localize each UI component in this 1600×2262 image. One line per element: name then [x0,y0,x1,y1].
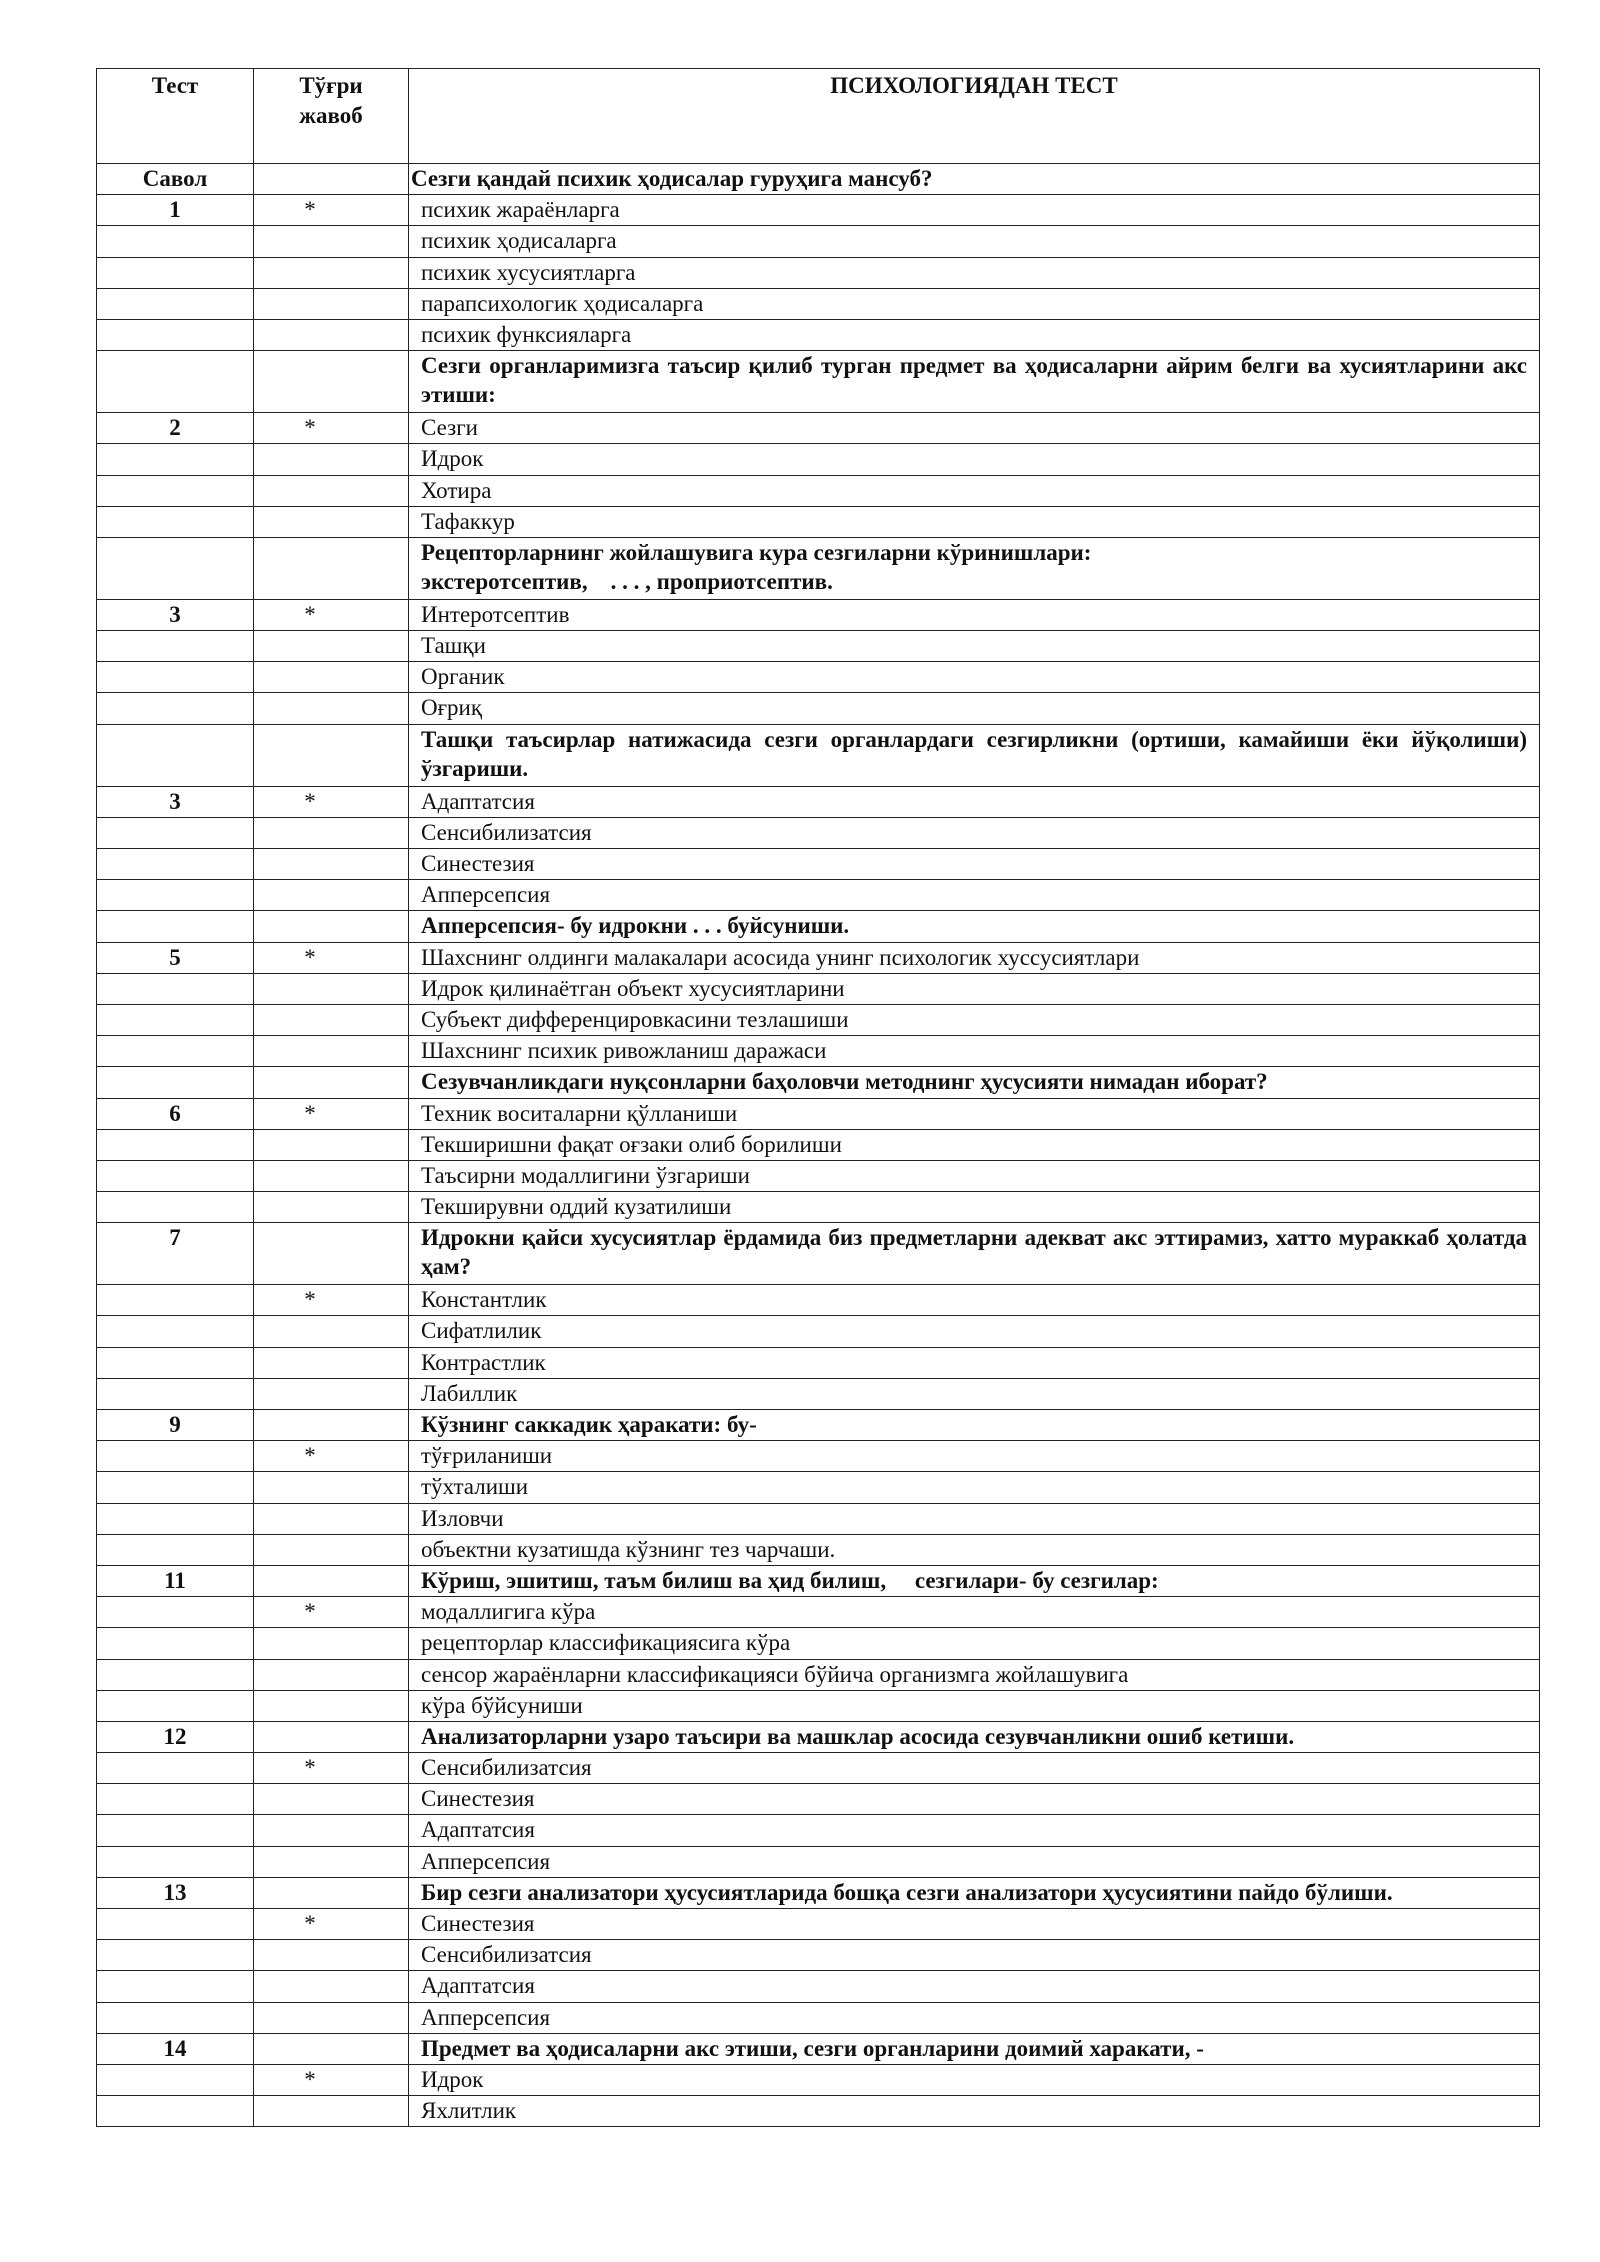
answer-row [97,319,1540,350]
answer-option-text: Изловчи [409,1503,1540,1534]
test-number-cell [97,1815,254,1846]
answer-row [97,631,1540,662]
answer-option-text: Синестезия [409,1784,1540,1815]
test-number-cell [97,1129,254,1160]
answer-row [97,1378,1540,1409]
correct-mark-cell [254,599,409,630]
test-number-cell [97,288,254,319]
correct-mark-cell [254,1441,409,1472]
answer-option-text: Апперсепсия [409,2002,1540,2033]
correct-mark-cell [254,537,409,599]
test-number-cell: 6 [97,1098,254,1129]
answer-row [97,1098,1540,1129]
answer-row [97,973,1540,1004]
correct-mark-cell [254,1784,409,1815]
answer-option-text: Константлик [409,1285,1540,1316]
answer-row [97,475,1540,506]
test-number-cell [97,351,254,413]
test-number-cell: 14 [97,2033,254,2064]
test-number-cell [97,693,254,724]
answer-option-text: объектни кузатишда кўзнинг тез чарчаши. [409,1534,1540,1565]
test-number-cell [97,724,254,786]
answer-row [97,1690,1540,1721]
answer-row [97,1347,1540,1378]
answer-row [97,1909,1540,1940]
test-number-cell [97,2064,254,2095]
quiz-table-body [97,69,1540,2127]
answer-option-text: Интеротсептив [409,599,1540,630]
test-number-cell [97,1659,254,1690]
answer-option-text: Шахснинг олдинги малакалари асосида унинг психологик хуссусиятлари [409,942,1540,973]
question-row [97,351,1540,413]
question-row [97,724,1540,786]
correct-mark-cell [254,1067,409,1098]
answer-row [97,1784,1540,1815]
answer-row [97,1004,1540,1035]
correct-answer-mark: * [304,1599,316,1625]
answer-option-text: психик жараёнларга [409,195,1540,226]
answer-row [97,1659,1540,1690]
test-number-cell [97,1036,254,1067]
test-number-cell: 3 [97,599,254,630]
answer-option-text: Таъсирни модаллигини ўзгариши [409,1160,1540,1191]
correct-mark-cell [254,1316,409,1347]
question-row [97,1223,1540,1285]
correct-mark-cell [254,693,409,724]
correct-mark-cell [254,164,409,195]
answer-option-text: психик ҳодисаларга [409,226,1540,257]
test-number-cell: 5 [97,942,254,973]
answer-row [97,2064,1540,2095]
correct-mark-cell [254,475,409,506]
correct-mark-cell [254,226,409,257]
answer-option-text: Субъект дифференцировкасини тезлашиши [409,1004,1540,1035]
test-number-cell [97,2096,254,2127]
answer-option-text: Идрок қилинаётган объект хусусиятларини [409,973,1540,1004]
correct-answer-mark: * [304,1287,316,1313]
answer-option-text: Текширишни фақат оғзаки олиб борилиши [409,1129,1540,1160]
question-row [97,164,1540,195]
correct-mark-cell [254,973,409,1004]
test-number-cell: 2 [97,413,254,444]
correct-mark-cell [254,1971,409,2002]
correct-mark-cell [254,1846,409,1877]
correct-mark-cell [254,1285,409,1316]
answer-option-text: тўғриланиши [409,1441,1540,1472]
test-number-cell: 9 [97,1410,254,1441]
correct-mark-cell [254,724,409,786]
test-number-cell [97,1690,254,1721]
answer-row [97,817,1540,848]
correct-mark-cell [254,1129,409,1160]
answer-option-text: Тафаккур [409,506,1540,537]
correct-answer-mark: * [304,1911,316,1936]
question-text: Кўзнинг саккадик ҳаракати: бу- [409,1410,1540,1441]
correct-answer-mark: * [304,415,316,441]
correct-mark-cell [254,2033,409,2064]
test-number-cell [97,1597,254,1628]
test-number-cell [97,1067,254,1098]
test-number-cell [97,1534,254,1565]
correct-answer-mark: * [304,1443,316,1469]
answer-row [97,1285,1540,1316]
answer-row [97,786,1540,817]
answer-row [97,288,1540,319]
answer-row [97,1160,1540,1191]
test-number-cell [97,1909,254,1940]
correct-mark-cell [254,1223,409,1285]
correct-mark-cell [254,849,409,880]
header-correct-answer-label: Тўғри жавоб [254,69,409,164]
test-number-cell [97,2002,254,2033]
answer-row [97,1597,1540,1628]
answer-option-text: Синестезия [409,849,1540,880]
question-text: Сезги органларимизга таъсир қилиб турган предмет ва ҳодисаларни айрим белги ва хусиятларини акс этиши: [409,351,1540,413]
test-number-cell [97,1004,254,1035]
correct-mark-cell [254,1410,409,1441]
answer-option-text: рецепторлар классификациясига кўра [409,1628,1540,1659]
correct-answer-mark: * [304,944,316,970]
correct-mark-cell [254,1815,409,1846]
test-number-cell [97,1628,254,1659]
answer-row [97,1472,1540,1503]
header-test-label: Тест [97,69,254,164]
answer-row [97,1940,1540,1971]
quiz-table [96,68,1540,2127]
answer-row [97,1503,1540,1534]
correct-mark-cell [254,1098,409,1129]
answer-option-text: Идрок [409,444,1540,475]
correct-mark-cell [254,2064,409,2095]
question-row [97,1877,1540,1908]
answer-option-text: Адаптатсия [409,1815,1540,1846]
correct-mark-cell [254,911,409,942]
answer-row [97,413,1540,444]
test-number-cell [97,226,254,257]
correct-mark-cell [254,2002,409,2033]
answer-row [97,2096,1540,2127]
test-number-cell: Савол [97,164,254,195]
answer-option-text: Органик [409,662,1540,693]
correct-mark-cell [254,1004,409,1035]
answer-row [97,1815,1540,1846]
correct-answer-mark: * [304,601,316,627]
test-number-cell [97,1472,254,1503]
correct-mark-cell [254,662,409,693]
correct-mark-cell [254,1036,409,1067]
answer-option-text: Сифатлилик [409,1316,1540,1347]
correct-answer-mark: * [304,2066,316,2092]
test-number-cell [97,1846,254,1877]
answer-row [97,1441,1540,1472]
answer-row [97,226,1540,257]
answer-option-text: Хотира [409,475,1540,506]
correct-mark-cell [254,631,409,662]
correct-mark-cell [254,1628,409,1659]
correct-mark-cell [254,1160,409,1191]
question-text: Апперсепсия- бу идрокни . . . буйсуниши. [409,911,1540,942]
question-row [97,1565,1540,1596]
question-row [97,1067,1540,1098]
test-number-cell [97,631,254,662]
answer-row [97,1192,1540,1223]
correct-answer-mark: * [304,197,316,223]
question-row [97,2033,1540,2064]
correct-mark-cell [254,1565,409,1596]
answer-row [97,506,1540,537]
answer-row [97,1971,1540,2002]
table-header-row [97,69,1540,164]
test-number-cell [97,911,254,942]
question-row [97,1410,1540,1441]
question-text: Сезувчанликдаги нуқсонларни баҳоловчи методнинг ҳусусияти нимадан иборат? [409,1067,1540,1098]
correct-mark-cell [254,288,409,319]
question-text: Кўриш, эшитиш, таъм билиш ва ҳид билиш, сезгилари- бу сезгилар: [409,1565,1540,1596]
answer-row [97,599,1540,630]
question-row [97,1721,1540,1752]
answer-option-text: Техник воситаларни қўлланиши [409,1098,1540,1129]
answer-option-text: Сезги [409,413,1540,444]
answer-option-text: Апперсепсия [409,880,1540,911]
correct-mark-cell [254,1659,409,1690]
correct-mark-cell [254,1940,409,1971]
answer-option-text: модаллигига кўра [409,1597,1540,1628]
answer-row [97,444,1540,475]
test-number-cell [97,319,254,350]
correct-mark-cell [254,1753,409,1784]
test-number-cell: 3 [97,786,254,817]
test-number-cell [97,973,254,1004]
test-number-cell [97,257,254,288]
answer-option-text: Идрок [409,2064,1540,2095]
answer-row [97,1753,1540,1784]
test-number-cell: 13 [97,1877,254,1908]
answer-option-text: Текширувни оддий кузатилиши [409,1192,1540,1223]
question-text: Идрокни қайси хусусиятлар ёрдамида биз предметларни адекват акс эттирамиз, хатто мураккаб ҳолатда ҳам? [409,1223,1540,1285]
test-number-cell [97,1441,254,1472]
answer-option-text: Контрастлик [409,1347,1540,1378]
correct-mark-cell [254,1192,409,1223]
answer-row [97,1534,1540,1565]
correct-mark-cell [254,351,409,413]
test-number-cell [97,1503,254,1534]
question-text: Предмет ва ҳодисаларни акс этиши, сезги органларини доимий харакати, - [409,2033,1540,2064]
correct-mark-cell [254,2096,409,2127]
test-number-cell [97,662,254,693]
correct-mark-cell [254,1378,409,1409]
answer-row [97,880,1540,911]
test-number-cell [97,1753,254,1784]
test-number-cell [97,537,254,599]
answer-option-text: Лабиллик [409,1378,1540,1409]
answer-option-text: психик функсияларга [409,319,1540,350]
answer-option-text: психик хусусиятларга [409,257,1540,288]
test-number-cell: 12 [97,1721,254,1752]
answer-option-text: кўра бўйсуниши [409,1690,1540,1721]
answer-option-text: Яхлитлик [409,2096,1540,2127]
correct-mark-cell [254,1877,409,1908]
answer-option-text: Адаптатсия [409,1971,1540,2002]
correct-mark-cell [254,506,409,537]
test-number-cell [97,1784,254,1815]
answer-option-text: Апперсепсия [409,1846,1540,1877]
answer-row [97,693,1540,724]
test-number-cell: 11 [97,1565,254,1596]
correct-mark-cell [254,817,409,848]
test-number-cell [97,1347,254,1378]
answer-option-text: Сенсибилизатсия [409,1753,1540,1784]
correct-mark-cell [254,1597,409,1628]
test-number-cell [97,817,254,848]
question-text: Анализаторларни узаро таъсири ва машклар асосида сезувчанликни ошиб кетиши. [409,1721,1540,1752]
answer-option-text: парапсихологик ҳодисаларга [409,288,1540,319]
answer-row [97,1036,1540,1067]
question-row [97,911,1540,942]
answer-row [97,2002,1540,2033]
correct-answer-mark: * [304,788,316,814]
answer-row [97,942,1540,973]
correct-mark-cell [254,1472,409,1503]
correct-mark-cell [254,1534,409,1565]
answer-option-text: Адаптатсия [409,786,1540,817]
correct-mark-cell [254,257,409,288]
correct-mark-cell [254,942,409,973]
question-row [97,537,1540,599]
answer-row [97,257,1540,288]
correct-mark-cell [254,1909,409,1940]
test-number-cell [97,506,254,537]
answer-option-text: Сенсибилизатсия [409,1940,1540,1971]
answer-row [97,1846,1540,1877]
question-text: Ташқи таъсирлар натижасида сезги органлардаги сезгирликни (ортиши, камайиши ёки йўқолиши) ўзгариши. [409,724,1540,786]
answer-row [97,662,1540,693]
test-number-cell [97,1192,254,1223]
answer-row [97,1129,1540,1160]
test-number-cell [97,880,254,911]
test-number-cell [97,1378,254,1409]
test-number-cell: 7 [97,1223,254,1285]
test-number-cell [97,1285,254,1316]
answer-option-text: Шахснинг психик ривожланиш даражаси [409,1036,1540,1067]
test-number-cell [97,1971,254,2002]
question-text: Сезги қандай психик ҳодисалар гуруҳига мансуб? [409,164,1540,195]
correct-mark-cell [254,195,409,226]
test-number-cell [97,475,254,506]
correct-mark-cell [254,444,409,475]
correct-mark-cell [254,319,409,350]
answer-row [97,1628,1540,1659]
answer-row [97,849,1540,880]
correct-mark-cell [254,880,409,911]
correct-mark-cell [254,786,409,817]
correct-mark-cell [254,1503,409,1534]
test-number-cell [97,444,254,475]
correct-mark-cell [254,1347,409,1378]
answer-option-text: Сенсибилизатсия [409,817,1540,848]
answer-option-text: Ташқи [409,631,1540,662]
document-title: ПСИХОЛОГИЯДАН ТЕСТ [409,69,1540,164]
answer-option-text: Оғриқ [409,693,1540,724]
answer-row [97,1316,1540,1347]
answer-option-text: тўхталиши [409,1472,1540,1503]
correct-mark-cell [254,1721,409,1752]
answer-option-text: Синестезия [409,1909,1540,1940]
correct-answer-mark: * [304,1755,316,1781]
test-number-cell [97,1316,254,1347]
question-text: Бир сезги анализатори ҳусусиятларида бошқа сезги анализатори ҳусусиятини пайдо бўлиши. [409,1877,1540,1908]
answer-option-text: сенсор жараёнларни классификацияси бўйича организмга жойлашувига [409,1659,1540,1690]
correct-answer-mark: * [304,1100,316,1126]
test-number-cell [97,1160,254,1191]
test-number-cell [97,849,254,880]
answer-row [97,195,1540,226]
test-number-cell: 1 [97,195,254,226]
correct-mark-cell [254,1690,409,1721]
correct-mark-cell [254,413,409,444]
test-number-cell [97,1940,254,1971]
question-text: Рецепторларнинг жойлашувига кура сезгиларни кўринишлари: экстеротсептив, . . . , проприотсептив. [409,537,1540,599]
